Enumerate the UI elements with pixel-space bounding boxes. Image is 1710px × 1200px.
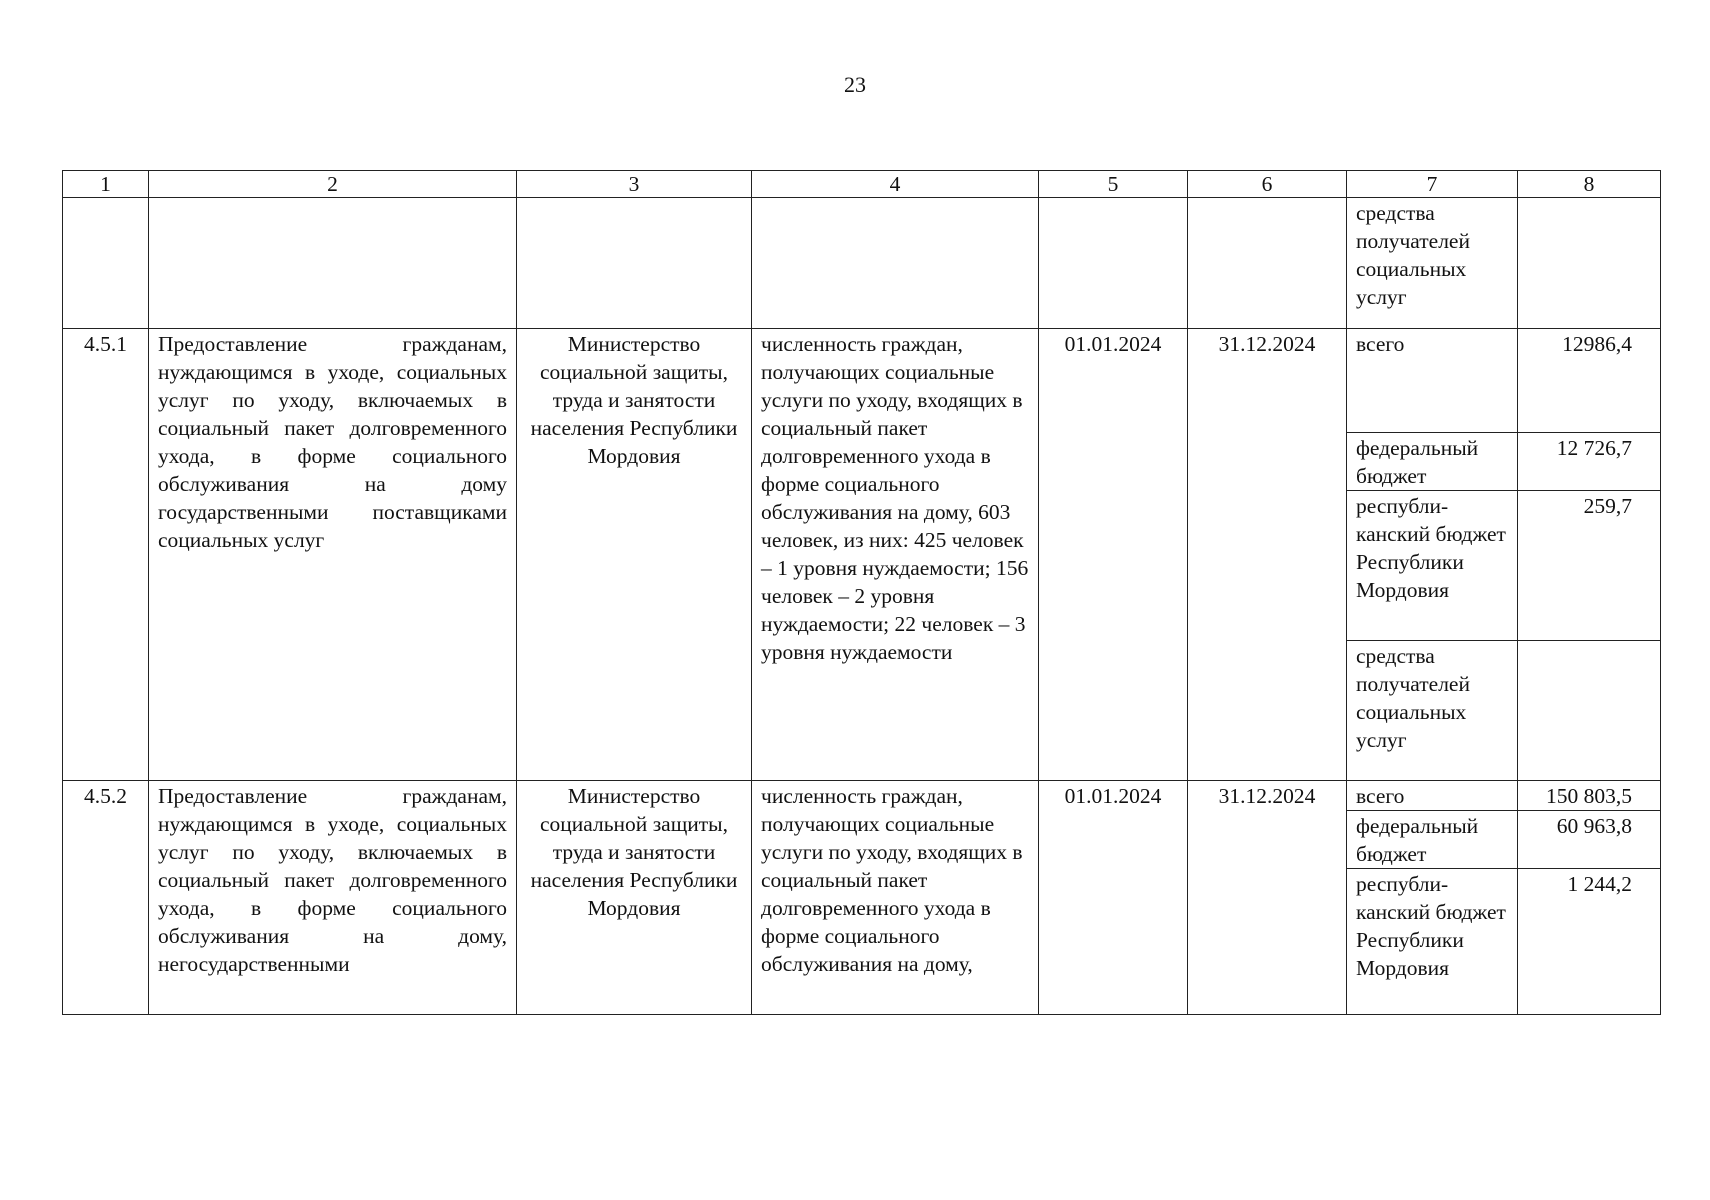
executor-cell: Министерство социальной защиты, труда и занятости населения Республики Мордовия [517, 781, 752, 1015]
start-date-cell: 01.01.2024 [1039, 781, 1188, 1015]
column-header: 4 [752, 171, 1039, 198]
empty-cell [1188, 198, 1347, 329]
end-date-cell: 31.12.2024 [1188, 781, 1347, 1015]
item-name-cell: Предоставление гражданам, нуждающимся в уходе, социальных услуг по уходу, включаемых в социальный пакет долговременного ухода, в форме социального обслуживания на дому государственными поставщиками социальных услуг [149, 329, 517, 781]
funding-source-cell: федеральный бюджет [1347, 811, 1518, 869]
funding-amount-cell: 12986,4 [1518, 329, 1661, 433]
column-header: 1 [63, 171, 149, 198]
funding-amount-cell [1518, 641, 1661, 781]
start-date-cell: 01.01.2024 [1039, 329, 1188, 781]
table-row [63, 329, 1661, 433]
funding-source-cell: республи-канский бюджет Республики Мордовия [1347, 491, 1518, 641]
funding-source-cell: республи-канский бюджет Республики Мордовия [1347, 869, 1518, 1015]
item-number-cell: 4.5.1 [63, 329, 149, 781]
empty-cell [1039, 198, 1188, 329]
table-row-continuation [63, 198, 1661, 329]
funding-amount-cell: 150 803,5 [1518, 781, 1661, 811]
table-header-row [63, 171, 1661, 198]
funding-source-cell: федеральный бюджет [1347, 433, 1518, 491]
table-row [63, 781, 1661, 811]
end-date-cell: 31.12.2024 [1188, 329, 1347, 781]
indicator-cell: численность граждан, получающих социальные услуги по уходу, входящих в социальный пакет долговременного ухода в форме социального обслуживания на дому, [752, 781, 1039, 1015]
funding-amount-cell [1518, 198, 1661, 329]
funding-amount-cell: 259,7 [1518, 491, 1661, 641]
item-number-cell: 4.5.2 [63, 781, 149, 1015]
funding-source-cell: всего [1347, 781, 1518, 811]
column-header: 3 [517, 171, 752, 198]
program-table [62, 170, 1661, 1015]
column-header: 8 [1518, 171, 1661, 198]
empty-cell [63, 198, 149, 329]
funding-source-cell: средства получателей социальных услуг [1347, 641, 1518, 781]
executor-cell: Министерство социальной защиты, труда и занятости населения Республики Мордовия [517, 329, 752, 781]
funding-amount-cell: 60 963,8 [1518, 811, 1661, 869]
empty-cell [149, 198, 517, 329]
column-header: 2 [149, 171, 517, 198]
funding-amount-cell: 12 726,7 [1518, 433, 1661, 491]
funding-amount-cell: 1 244,2 [1518, 869, 1661, 1015]
indicator-cell: численность граждан, получающих социальные услуги по уходу, входящих в социальный пакет долговременного ухода в форме социального обслуживания на дому, 603 человек, из них: 425 человек – 1 уровня нуждаемости; 156 человек – 2 уровня нуждаемости; 22 человек – 3 уровня нуждаемости [752, 329, 1039, 781]
funding-source-cell: средства получателей социальных услуг [1347, 198, 1518, 329]
column-header: 5 [1039, 171, 1188, 198]
empty-cell [517, 198, 752, 329]
column-header: 7 [1347, 171, 1518, 198]
empty-cell [752, 198, 1039, 329]
page-number: 23 [844, 72, 866, 97]
funding-source-cell: всего [1347, 329, 1518, 433]
item-name-cell: Предоставление гражданам, нуждающимся в уходе, социальных услуг по уходу, включаемых в социальный пакет долговременного ухода, в форме социального обслуживания на дому, негосударственными [149, 781, 517, 1015]
column-header: 6 [1188, 171, 1347, 198]
